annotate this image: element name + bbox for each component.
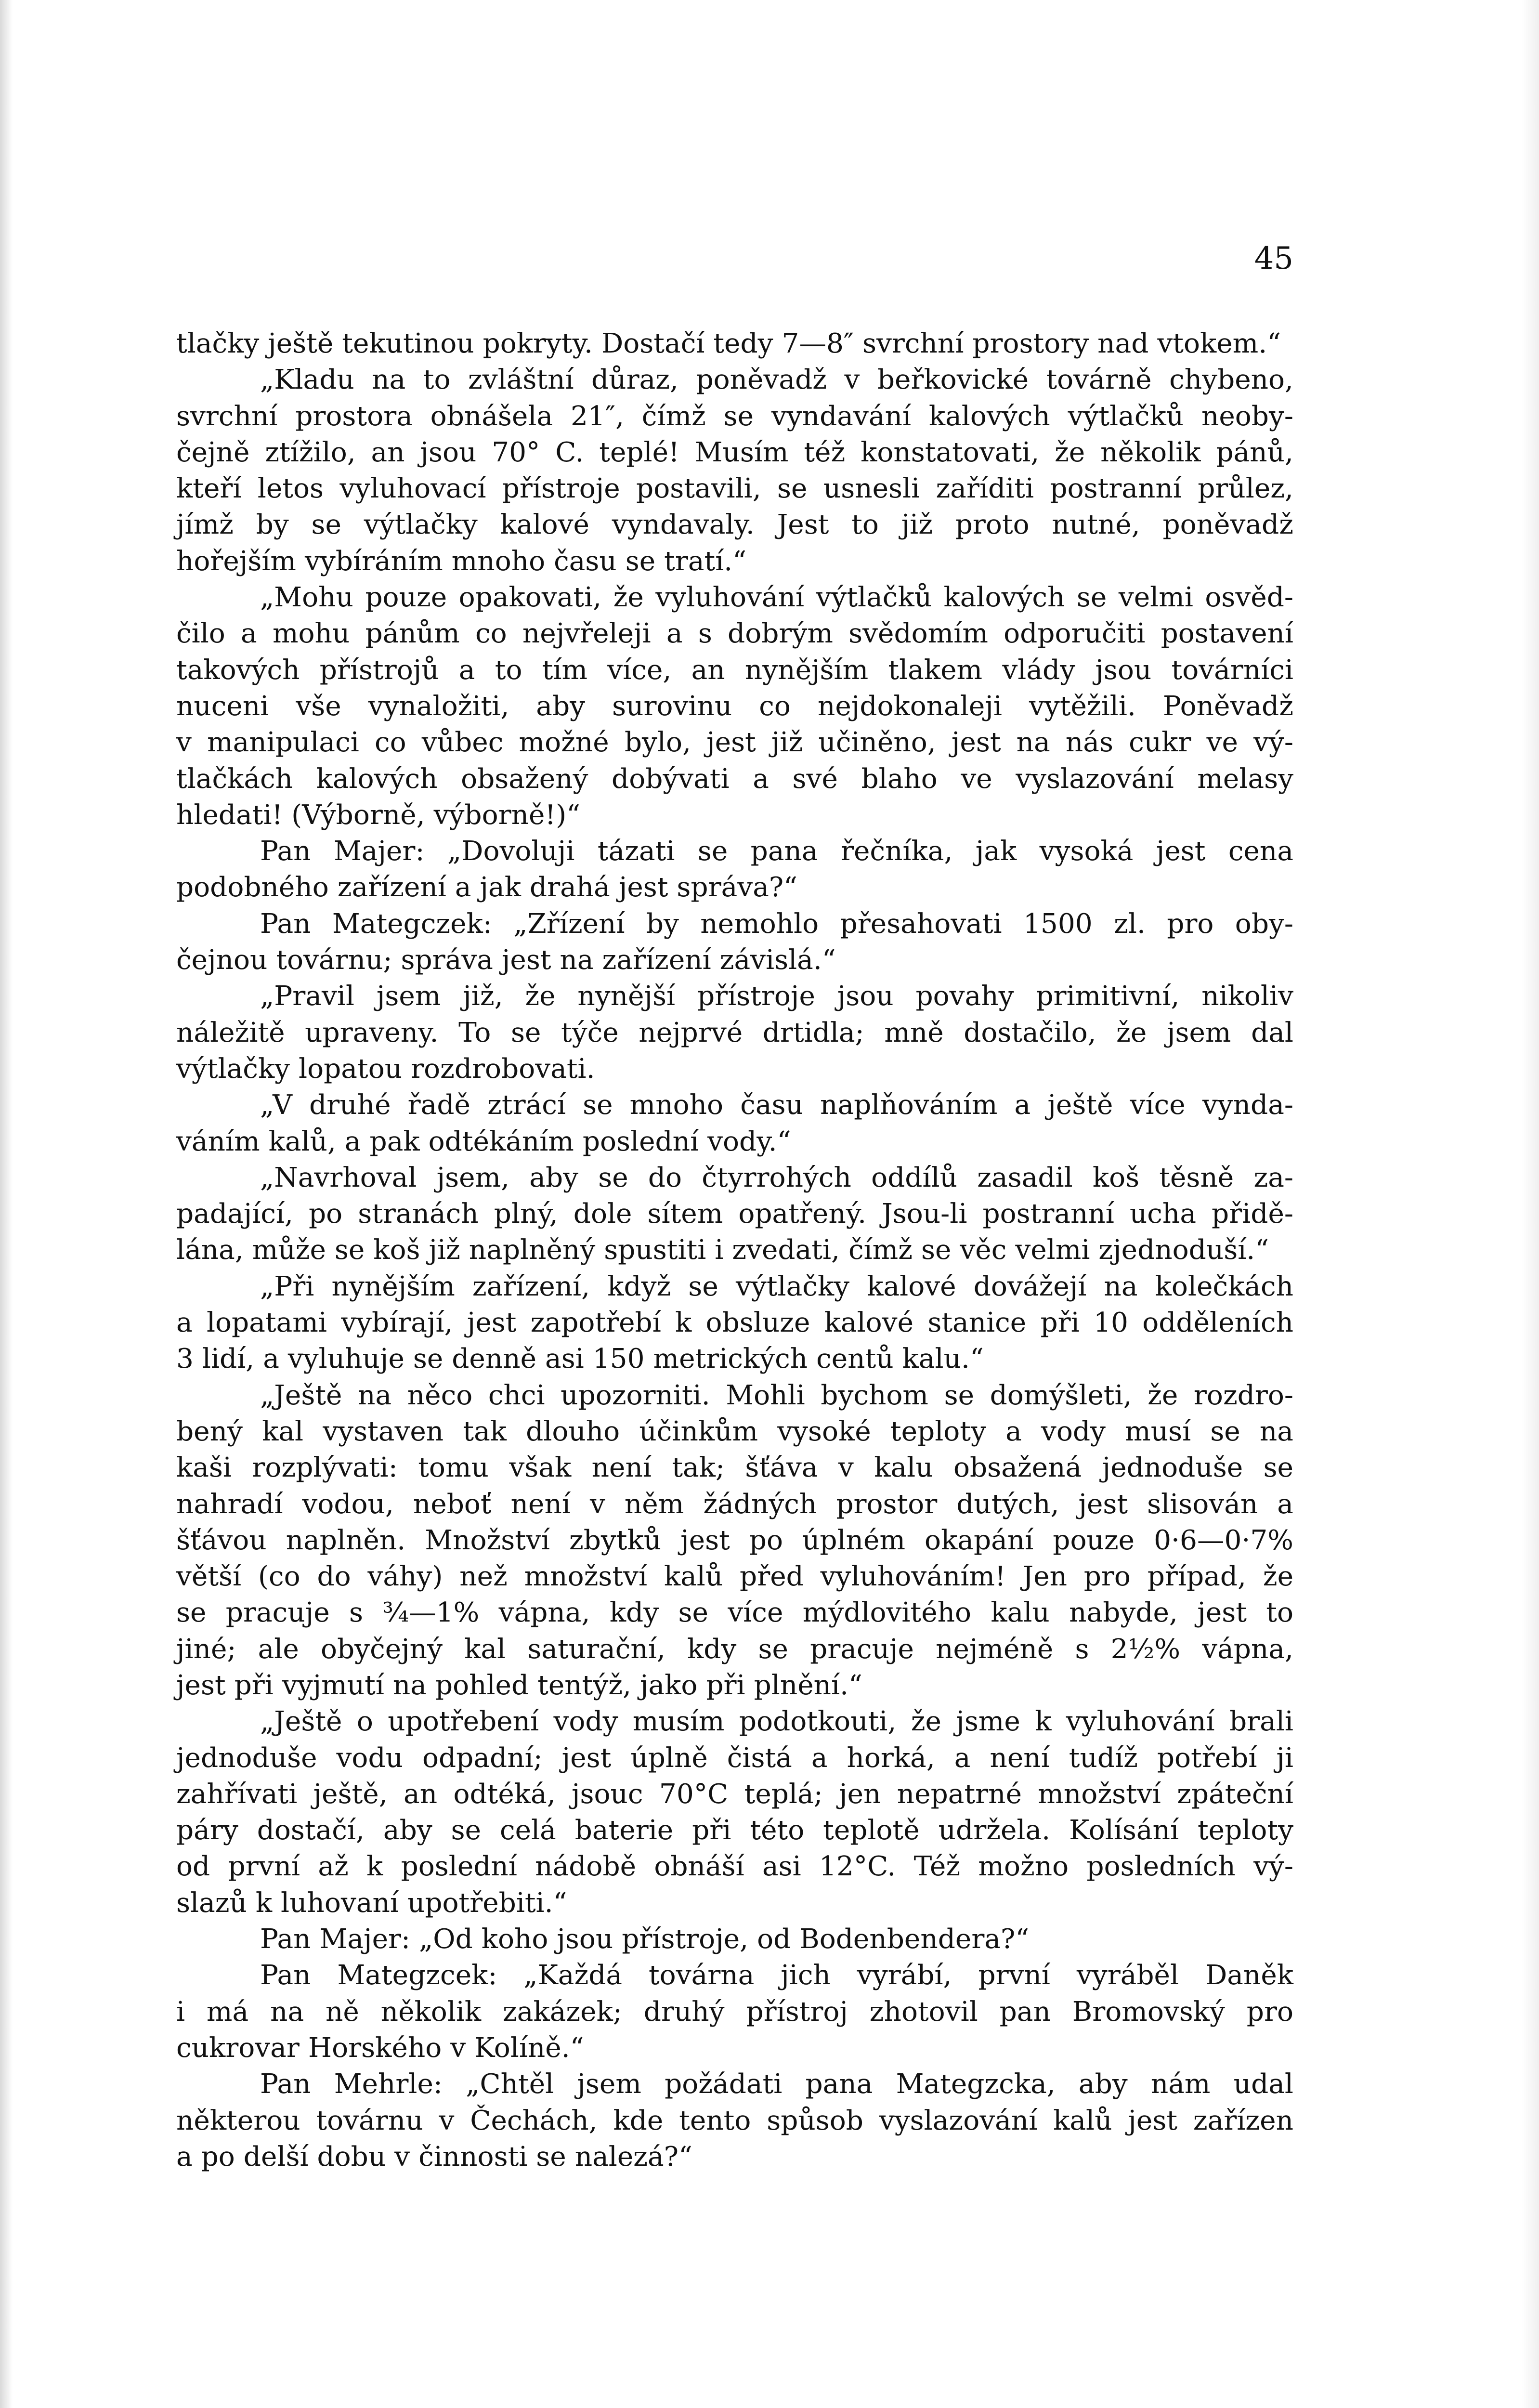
paragraph <box>176 326 1293 362</box>
text-line: Pan Mehrle: „Chtěl jsem požádati pana Mategzcka, aby nám udal <box>260 2068 1293 2100</box>
text-line: podobného zařízení a jak drahá jest správa?“ <box>176 872 798 903</box>
text-line: nahradí vodou, neboť není v něm žádných prostor dutých, jest slisován a <box>176 1488 1293 1520</box>
text-line: „Navrhoval jsem, aby se do čtyrrohých oddílů zasadil koš těsně za- <box>260 1162 1293 1193</box>
text-line: čejně ztížilo, an jsou 70° C. teplé! Musím též konstatovati, že několik pánů, <box>176 436 1293 468</box>
text-line: zahřívati ještě, an odtéká, jsouc 70°C teplá; jen nepatrné množství zpáteční <box>176 1778 1293 1810</box>
text-line: 3 lidí, a vyluhuje se denně asi 150 metrických centů kalu.“ <box>176 1343 984 1375</box>
text-line: váním kalů, a pak odtékáním poslední vody.“ <box>176 1125 791 1157</box>
text-line: „Ještě na něco chci upozorniti. Mohli bychom se domýšleti, že rozdro- <box>260 1379 1293 1411</box>
text-line: svrchní prostora obnášela 21″, čímž se vyndavání kalových výtlačků neoby- <box>176 400 1293 432</box>
text-line: a po delší dobu v činnosti se nalezá?“ <box>176 2141 692 2172</box>
paragraph <box>176 1377 1293 1704</box>
paragraph <box>176 1160 1293 1269</box>
text-line: Pan Majer: „Dovoluji tázati se pana řečníka, jak vysoká jest cena <box>260 836 1293 867</box>
paragraph <box>176 362 1293 579</box>
paragraph <box>176 1921 1293 1957</box>
text-line: tlačky ještě tekutinou pokryty. Dostačí tedy 7—8″ svrchní prostory nad vtokem.“ <box>176 328 1281 359</box>
text-line: „Pravil jsem již, že nynější přístroje jsou povahy primitivní, nikoliv <box>260 981 1293 1012</box>
text-line: kaši rozplývati: tomu však není tak; šťáva v kalu obsažená jednoduše se <box>176 1452 1293 1484</box>
text-line: Pan Mategczek: „Zřízení by nemohlo přesahovati 1500 zl. pro oby- <box>260 908 1293 940</box>
text-line: výtlačky lopatou rozdrobovati. <box>176 1053 595 1085</box>
text-line: lána, může se koš již naplněný spustiti i zvedati, čímž se věc velmi zjednoduší.“ <box>176 1234 1269 1266</box>
text-line: páry dostačí, aby se celá baterie při této teplotě udržela. Kolísání teploty <box>176 1815 1293 1846</box>
text-line: hořejším vybíráním mnoho času se tratí.“ <box>176 545 747 577</box>
text-line: větší (co do váhy) než množství kalů před vyluhováním! Jen pro případ, že <box>176 1561 1293 1593</box>
paragraph <box>176 978 1293 1087</box>
text-line: tlačkách kalových obsažený dobývati a své blaho ve vyslazování melasy <box>176 763 1293 795</box>
text-line: jímž by se výtlačky kalové vyndavaly. Jest to již proto nutné, poněvadž <box>176 509 1293 541</box>
text-line: bený kal vystaven tak dlouho účinkům vysoké teploty a vody musí se na <box>176 1415 1293 1447</box>
paragraph <box>176 906 1293 979</box>
paragraph <box>176 1087 1293 1160</box>
text-line: se pracuje s ¾—1% vápna, kdy se více mýdlovitého kalu nabyde, jest to <box>176 1597 1293 1629</box>
text-line: v manipulaci co vůbec možné bylo, jest již učiněno, jest na nás cukr ve vý- <box>176 727 1293 759</box>
paragraph <box>176 579 1293 833</box>
paragraph <box>176 1957 1293 2066</box>
text-line: „Mohu pouze opakovati, že vyluhování výtlačků kalových se velmi osvěd- <box>260 582 1293 614</box>
paragraph <box>176 1703 1293 1921</box>
paragraph <box>176 2066 1293 2175</box>
text-line: jiné; ale obyčejný kal saturační, kdy se pracuje nejméně s 2½% vápna, <box>176 1633 1293 1665</box>
text-line: jest při vyjmutí na pohled tentýž, jako při plnění.“ <box>176 1669 862 1701</box>
page-number: 45 <box>1254 241 1293 276</box>
text-line: šťávou naplněn. Množství zbytků jest po úplném okapání pouze 0·6—0·7% <box>176 1524 1293 1556</box>
paragraph <box>176 1269 1293 1377</box>
text-line: náležitě upraveny. To se týče nejprvé drtidla; mně dostačilo, že jsem dal <box>176 1017 1293 1048</box>
text-line: Pan Majer: „Od koho jsou přístroje, od Bodenbendera?“ <box>260 1924 1030 1955</box>
text-line: „Kladu na to zvláštní důraz, poněvadž v beřkovické továrně chybeno, <box>260 364 1293 396</box>
text-line: čejnou továrnu; správa jest na zařízení závislá.“ <box>176 944 836 976</box>
text-line: cukrovar Horského v Kolíně.“ <box>176 2032 584 2064</box>
text-line: některou továrnu v Čechách, kde tento spůsob vyslazování kalů jest zařízen <box>176 2105 1293 2136</box>
text-line: „Ještě o upotřebení vody musím podotkouti, že jsme k vyluhování brali <box>260 1706 1293 1738</box>
text-line: „V druhé řadě ztrácí se mnoho času naplňováním a ještě více vynda- <box>260 1089 1293 1121</box>
text-line: Pan Mategzcek: „Každá továrna jich vyrábí, první vyráběl Daněk <box>260 1960 1293 1991</box>
text-line: jednoduše vodu odpadní; jest úplně čistá a horká, a není tudíž potřebí ji <box>176 1742 1293 1774</box>
text-line: padající, po stranách plný, dole sítem opatřený. Jsou-li postranní ucha přidě- <box>176 1198 1293 1230</box>
text-line: slazů k luhovaní upotřebiti.“ <box>176 1887 567 1919</box>
text-line: čilo a mohu pánům co nejvřeleji a s dobrým svědomím odporučiti postavení <box>176 618 1293 650</box>
text-line: „Při nynějším zařízení, když se výtlačky kalové dovážejí na kolečkách <box>260 1270 1293 1302</box>
text-line: hledati! (Výborně, výborně!)“ <box>176 799 581 831</box>
text-line: kteří letos vyluhovací přístroje postavili, se usnesli zaříditi postranní průlez, <box>176 473 1293 505</box>
text-line: od první až k poslední nádobě obnáší asi 12°C. Též možno posledních vý- <box>176 1851 1293 1883</box>
body-text <box>176 326 1293 2175</box>
paragraph <box>176 833 1293 906</box>
text-line: a lopatami vybírají, jest zapotřebí k obsluze kalové stanice při 10 odděleních <box>176 1307 1293 1339</box>
text-line: i má na ně několik zakázek; druhý přístroj zhotovil pan Bromovský pro <box>176 1996 1293 2028</box>
text-line: takových přístrojů a to tím více, an nynějším tlakem vlády jsou továrníci <box>176 654 1293 686</box>
text-line: nuceni vše vynaložiti, aby surovinu co nejdokonaleji vytěžili. Poněvadž <box>176 690 1293 722</box>
